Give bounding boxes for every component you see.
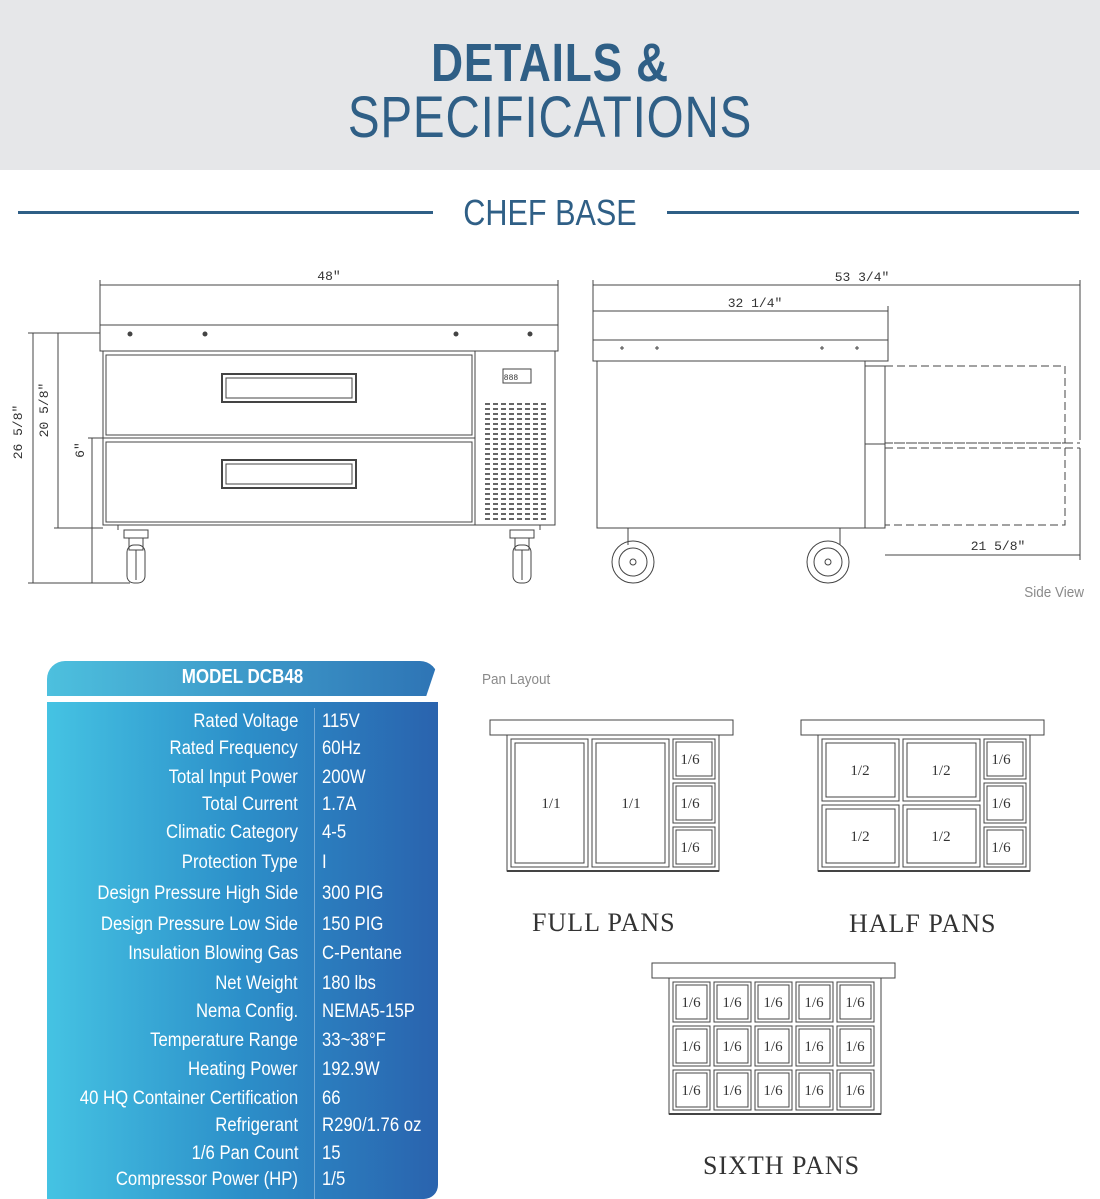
spec-row (47, 822, 438, 848)
section-rule-left (18, 211, 433, 214)
header-banner (0, 0, 1100, 170)
spec-label: Rated Voltage (192, 711, 298, 732)
pan-label: 1/6 (722, 1039, 742, 1055)
spec-row (47, 852, 438, 878)
dim-height-total-label: 26 5/8″ (11, 404, 26, 460)
spec-value: 180 lbs (322, 973, 376, 994)
pan-label: 1/6 (680, 752, 700, 768)
spec-row (47, 1001, 438, 1027)
spec-label: Total Input Power (168, 767, 298, 788)
spec-label: Net Weight (215, 973, 298, 994)
technical-drawing (0, 250, 1100, 610)
dim-depth-total-label: 53 3/4″ (834, 270, 890, 285)
side-view (593, 280, 1080, 583)
spec-label: Design Pressure High Side (97, 883, 298, 904)
pan-label: 1/6 (681, 1083, 701, 1099)
spec-label: Design Pressure Low Side (100, 914, 298, 935)
spec-value: I (322, 852, 327, 873)
dim-drawer-label: 6″ (73, 442, 88, 458)
pan-label: 1/1 (621, 796, 641, 812)
model-title: MODEL DCB48 (181, 666, 304, 688)
temperature-display: 888 (503, 374, 519, 383)
pan-label: 1/6 (991, 752, 1011, 768)
pan-layout-caption: Pan Layout (482, 671, 551, 688)
pan-label: 1/6 (722, 1083, 742, 1099)
spec-row (47, 1088, 438, 1114)
spec-value: 1/5 (322, 1169, 346, 1190)
spec-row (47, 943, 438, 969)
spec-value: R290/1.76 oz (322, 1115, 422, 1136)
section-rule-right (667, 211, 1079, 214)
spec-value: 115V (322, 711, 360, 732)
pan-label: 1/6 (991, 840, 1011, 856)
pan-label: 1/1 (541, 796, 561, 812)
sixth-pans-diagram (651, 962, 897, 1120)
spec-value: 60Hz (322, 738, 362, 759)
dim-width-label: 48″ (317, 269, 341, 284)
pan-label: 1/6 (845, 995, 865, 1011)
pan-label: 1/6 (681, 1039, 701, 1055)
spec-label: 1/6 Pan Count (191, 1143, 298, 1164)
spec-label: Insulation Blowing Gas (127, 943, 298, 964)
compressor-vent (485, 403, 546, 520)
spec-row (47, 738, 438, 764)
spec-row (47, 794, 438, 820)
spec-value: 66 (322, 1088, 341, 1109)
spec-label: Total Current (202, 794, 298, 815)
spec-label: Rated Frequency (169, 738, 298, 759)
spec-row (47, 1143, 438, 1169)
spec-value: C-Pentane (322, 943, 402, 964)
dim-depth-body-label: 32 1/4″ (727, 296, 783, 311)
pan-label: 1/6 (763, 1039, 783, 1055)
pan-label: 1/2 (850, 829, 870, 845)
pan-label: 1/6 (804, 995, 824, 1011)
pan-label: 1/6 (722, 995, 742, 1011)
spec-row (47, 767, 438, 793)
spec-label: 40 HQ Container Certification (79, 1088, 298, 1109)
full-pans-label: FULL PANS (532, 908, 676, 937)
pan-label: 1/6 (681, 995, 701, 1011)
full-pans-diagram (489, 719, 735, 877)
spec-row (47, 1115, 438, 1141)
page-title-line2: SPECIFICATIONS (347, 85, 753, 150)
dim-drawer-extension-label: 21 5/8″ (970, 539, 1026, 554)
spec-value: 33~38°F (322, 1030, 386, 1051)
spec-label: Protection Type (182, 852, 298, 873)
pan-label: 1/6 (680, 796, 700, 812)
pan-label: 1/2 (850, 763, 870, 779)
dim-height-body-label: 20 5/8″ (37, 382, 52, 438)
spec-card (47, 661, 438, 1199)
pan-label: 1/6 (845, 1039, 865, 1055)
half-pans-label: HALF PANS (849, 909, 997, 938)
pan-label: 1/6 (763, 1083, 783, 1099)
spec-label: Heating Power (188, 1059, 298, 1080)
pan-label: 1/6 (845, 1083, 865, 1099)
page-title-line1: DETAILS & (431, 33, 669, 93)
spec-value: 150 PIG (322, 914, 384, 935)
spec-label: Nema Config. (195, 1001, 298, 1022)
spec-value: 4-5 (322, 822, 347, 843)
sixth-pans-label: SIXTH PANS (703, 1151, 861, 1180)
spec-label: Refrigerant (215, 1115, 298, 1136)
pan-label: 1/2 (931, 829, 951, 845)
pan-label: 1/6 (680, 840, 700, 856)
spec-value: 15 (322, 1143, 341, 1164)
spec-row (47, 883, 438, 909)
front-view (28, 280, 558, 583)
spec-label: Temperature Range (150, 1030, 298, 1051)
spec-value: 300 PIG (322, 883, 384, 904)
spec-label: Compressor Power (HP) (115, 1169, 298, 1190)
spec-row (47, 1059, 438, 1085)
spec-row (47, 711, 438, 737)
pan-label: 1/6 (804, 1083, 824, 1099)
half-pans-diagram (800, 719, 1046, 877)
spec-value: 200W (322, 767, 366, 788)
spec-row (47, 973, 438, 999)
spec-row (47, 914, 438, 940)
side-view-caption: Side View (1024, 584, 1084, 601)
pan-label: 1/6 (804, 1039, 824, 1055)
pan-label: 1/2 (931, 763, 951, 779)
pan-label: 1/6 (991, 796, 1011, 812)
spec-row (47, 1169, 438, 1195)
spec-row (47, 1030, 438, 1056)
spec-label: Climatic Category (166, 822, 298, 843)
section-title: CHEF BASE (463, 192, 637, 233)
spec-value: 192.9W (322, 1059, 380, 1080)
spec-table (47, 702, 438, 1199)
spec-value: NEMA5-15P (322, 1001, 415, 1022)
spec-value: 1.7A (322, 794, 357, 815)
pan-label: 1/6 (763, 995, 783, 1011)
